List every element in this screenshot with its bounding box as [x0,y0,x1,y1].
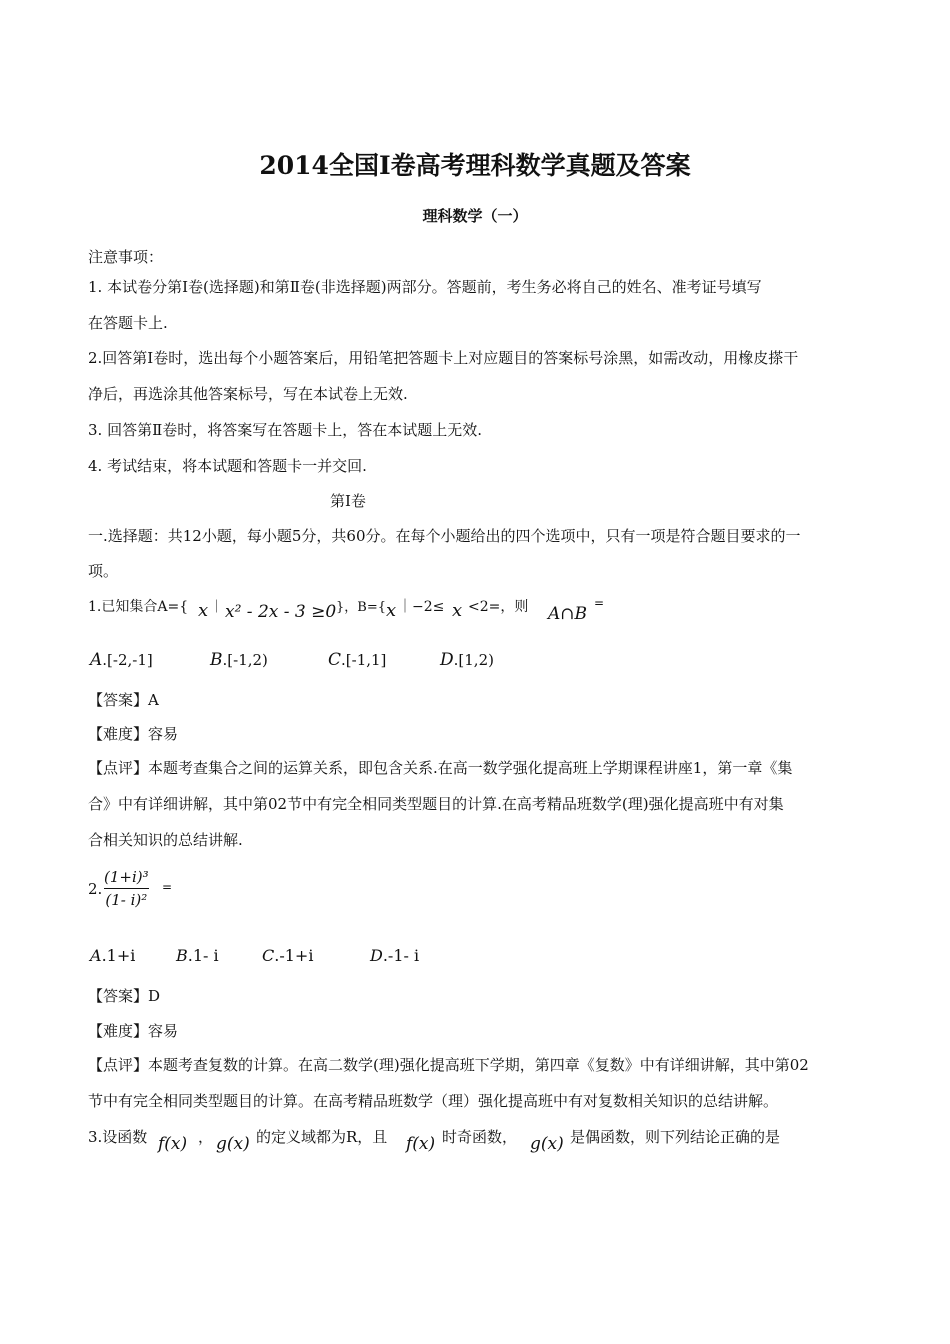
q1-equals: = [594,596,605,610]
q3-mid-2: 时奇函数， [442,1128,518,1146]
q2-option-b [176,946,219,965]
section-line-1: 一.选择题：共12小题，每小题5分，共60分。在每个小题给出的四个选项中，只有一项是符合题目要求的一 [88,527,801,545]
q2-denominator: (1- i)² [105,891,148,909]
q3-prefix: 3.设函数 [88,1128,148,1146]
q2-fraction [104,868,149,909]
notice-item-1-line-2: 在答题卡上. [88,314,168,332]
q2-difficulty: 【难度】容易 [88,1022,179,1040]
q2-answer: 【答案】D [88,987,161,1005]
q1-result: A∩B [548,604,588,624]
q1-difficulty: 【难度】容易 [88,725,179,743]
notice-item-1-line-1: 1. 本试卷分第Ⅰ卷(选择题)和第Ⅱ卷(非选择题)两部分。答题前，考生务必将自己的姓名、准考证号填写 [88,278,762,296]
q3-comma: ， [198,1128,214,1146]
q2-fraction-bar [104,888,149,889]
q2-option-a-letter: A [90,946,102,965]
notice-item-2-line-2: 净后，再选涂其他答案标号，写在本试卷上无效. [88,385,408,403]
q1-var-x-3: x [452,600,463,621]
q2-option-d-letter: D [370,946,383,965]
q1-mid: }，B={ [336,600,386,615]
q1-answer: 【答案】A [88,691,159,709]
q2-comment-line-2: 节中有完全相同类型题目的计算。在高考精品班数学（理）强化提高班中有对复数相关知识的总结讲解。 [88,1092,779,1110]
q1-option-c-text: .[-1,1] [341,651,387,669]
q1-option-b-letter: B [210,650,223,670]
q2-option-c [262,946,313,965]
q2-option-c-letter: C [262,946,275,965]
q1-option-b [210,650,268,670]
q2-number: 2. [88,880,103,898]
q2-option-b-letter: B [176,946,188,965]
q1-option-b-text: .[-1,2) [222,651,268,669]
q2-option-a [90,946,135,965]
q1-expr: x² - 2x - 3 ≥0 [225,602,337,622]
q1-option-c-letter: C [328,650,342,670]
q1-comment-line-3: 合相关知识的总结讲解. [88,831,243,849]
q1-bar: ｜ [210,600,224,615]
q1-option-a-text: .[-2,-1] [102,651,153,669]
q2-option-d [370,946,419,965]
q2-comment-line-1: 【点评】本题考查复数的计算。在高二数学(理)强化提高班下学期，第四章《复数》中有详细讲解，其中第02 [88,1056,809,1074]
q1-option-c [328,650,386,670]
q1-option-a-letter: A [90,650,103,670]
q2-numerator: (1+i)³ [104,868,149,886]
notice-item-4: 4. 考试结束，将本试题和答题卡一并交回. [88,457,367,475]
q2-equals: = [162,880,173,894]
q3-g-2: g(x) [530,1134,564,1154]
q2-option-b-text: .1- i [187,946,219,965]
notice-item-3: 3. 回答第Ⅱ卷时，将答案写在答题卡上，答在本试题上无效. [88,421,483,439]
q3-f-2: f(x) [406,1134,436,1154]
q3-f: f(x) [158,1134,188,1154]
q2-option-a-text: .1+i [101,946,136,965]
q1-option-d [440,650,494,670]
q3-mid: 的定义域都为R，且 [256,1128,388,1146]
q1-option-d-text: .[1,2) [453,651,494,669]
q1-var-x-2: x [386,600,397,621]
page-subtitle: 理科数学（一） [422,207,528,225]
section-line-2: 项。 [88,562,119,580]
q1-option-d-letter: D [440,650,454,670]
q3-suffix: 是偶函数，则下列结论正确的是 [570,1128,781,1146]
q3-g: g(x) [216,1134,250,1154]
page-title: 2014全国Ⅰ卷高考理科数学真题及答案 [259,151,691,180]
q1-comment-line-2: 合》中有详细讲解，其中第02节中有完全相同类型题目的计算.在高考精品班数学(理)强化提高班中有对集 [88,795,784,813]
q1-comment-line-1: 【点评】本题考查集合之间的运算关系，即包含关系.在高一数学强化提高班上学期课程讲座1，第一章《集 [88,759,793,777]
q2-option-d-text: .-1- i [382,946,420,965]
notice-item-2-line-1: 2.回答第Ⅰ卷时，选出每个小题答案后，用铅笔把答题卡上对应题目的答案标号涂黑，如需改动，用橡皮搽干 [88,349,799,367]
notice-heading: 注意事项： [88,248,164,266]
q1-option-a [90,650,153,670]
volume-label: 第Ⅰ卷 [330,492,366,510]
q1-range-text: ｜−2≤ [398,599,445,615]
q1-var-x: x [198,600,209,621]
q1-range-end: <2=，则 [468,599,529,615]
q1-prefix: 1.已知集合A={ [88,599,189,615]
q2-option-c-text: .-1+i [274,946,314,965]
